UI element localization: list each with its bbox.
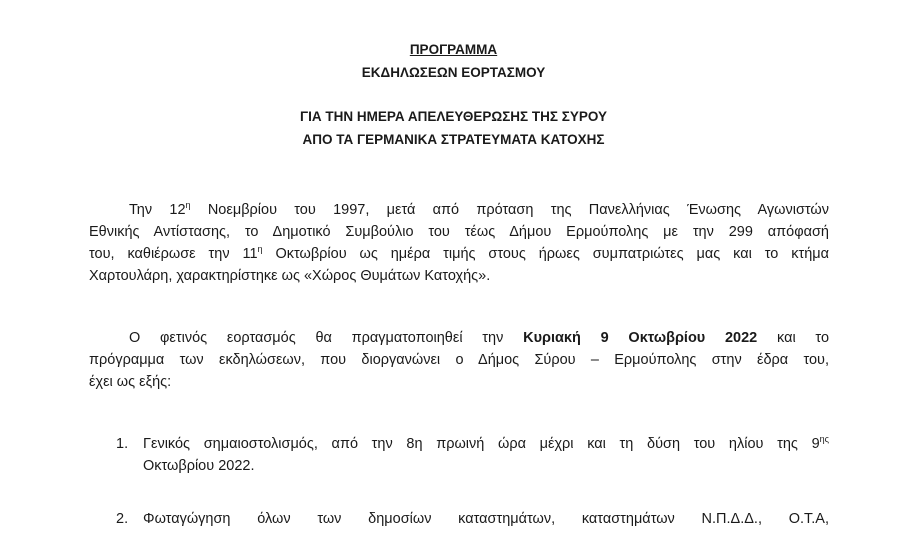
document-heading-line-1: ΓΙΑ ΤΗΝ ΗΜΕΡΑ ΑΠΕΛΕΥΘΕΡΩΣΗΣ ΤΗΣ ΣΥΡΟΥ — [300, 109, 607, 124]
paragraph-1-line-2: Εθνικής Αντίστασης, το Δημοτικό Συμβούλιο του τέως Δήμου Ερμούπολης με την 299 απόφασή — [89, 224, 829, 240]
list-item-2 — [116, 508, 829, 530]
paragraph-2-line-3: έχει ως εξής: — [89, 374, 172, 390]
list-item-number: 1. — [116, 436, 129, 452]
paragraph-2-line-2: πρόγραμμα των εκδηλώσεων, που διοργανώνει ο Δήμος Σύρου – Ερμούπολης στην έδρα του, — [89, 352, 829, 368]
document-subtitle: ΕΚΔΗΛΩΣΕΩΝ ΕΟΡΤΑΣΜΟΥ — [361, 65, 546, 80]
list-item-1-line-1: Γενικός σημαιοστολισμός, από την 8η πρωινή ώρα μέχρι και τη δύση του ηλίου της $9^{\eta\varsigma}$ — [143, 434, 829, 452]
list-item-1 — [116, 433, 829, 477]
document-title: ΠΡΟΓΡΑΜΜΑ — [409, 42, 498, 57]
paragraph-2 — [89, 327, 829, 393]
paragraph-1-line-3: του, καθιέρωσε την $11^\eta$ Οκτωβρίου ως ημέρα τιμής στους ήρωες συμπατριώτες μας και το κτήμα — [89, 244, 829, 262]
document-heading-line-2: ΑΠΟ ΤΑ ΓΕΡΜΑΝΙΚΑ ΣΤΡΑΤΕΥΜΑΤΑ ΚΑΤΟΧΗΣ — [302, 132, 605, 147]
paragraph-1 — [89, 199, 829, 287]
list-item-2-line-1: Φωταγώγηση όλων των δημοσίων καταστημάτων, καταστημάτων Ν.Π.Δ.Δ., Ο.Τ.Α, — [143, 511, 829, 527]
paragraph-1-line-1: Την $12^\eta$ Νοεμβρίου του 1997, μετά από πρόταση της Πανελλήνιας Ένωσης Αγωνιστών — [129, 200, 829, 218]
paragraph-1-line-4: Χαρτουλάρη, χαρακτηρίστηκε ως «Χώρος Θυμάτων Κατοχής». — [89, 268, 491, 284]
list-item-1-line-2: Οκτωβρίου 2022. — [143, 458, 255, 474]
list-item-number: 2. — [116, 511, 129, 527]
paragraph-2-line-1: Ο φετινός εορτασμός θα πραγματοποιηθεί την Κυριακή 9 Οκτωβρίου 2022 και το — [129, 330, 830, 346]
